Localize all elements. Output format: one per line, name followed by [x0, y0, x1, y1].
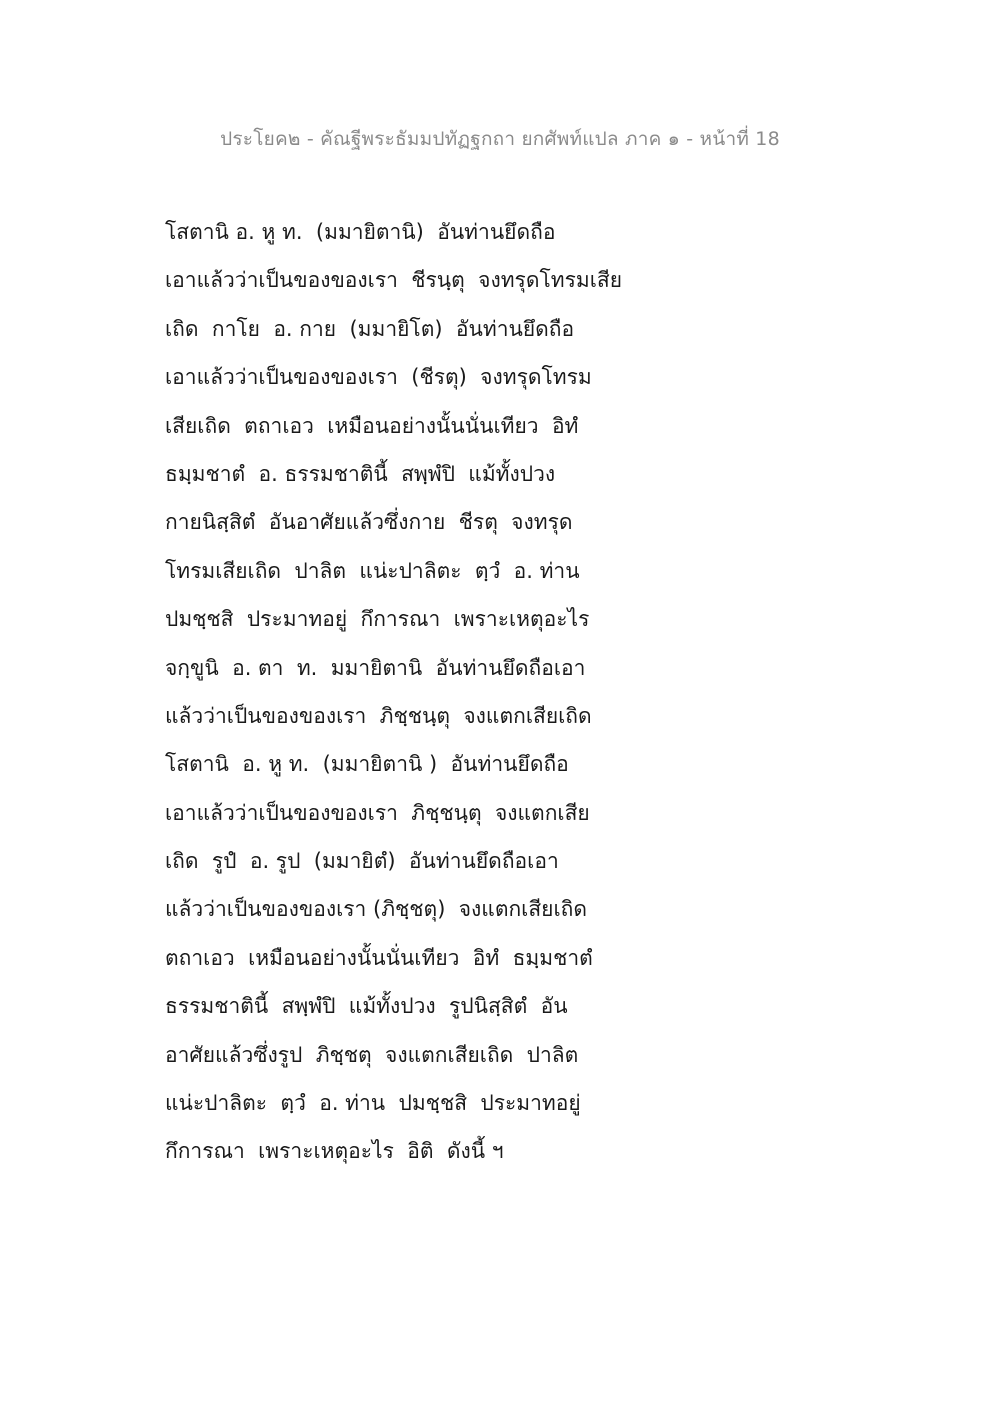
- text-line: โสตานิ อ. หู ท. (มมายิตานิ ) อันท่านยึดถือ: [165, 752, 569, 777]
- text-line: แล้วว่าเป็นของของเรา ภิชฺชนฺตุ จงแตกเสียเถิด: [165, 703, 592, 728]
- body-text: [165, 212, 805, 1180]
- text-line: ปมชฺชสิ ประมาทอยู่ กึการณา เพราะเหตุอะไร: [165, 607, 590, 632]
- text-line: เสียเถิด ตถาเอว เหมือนอย่างนั้นนั่นเทียว อิทํ: [165, 413, 579, 438]
- text-line: อาศัยแล้วซึ่งรูป ภิชฺชตุ จงแตกเสียเถิด ปาลิต: [165, 1042, 579, 1067]
- text-line: กึการณา เพราะเหตุอะไร อิติ ดังนี้ ฯ: [165, 1139, 504, 1164]
- text-line: ธรรมชาตินี้ สพฺพํปิ แม้ทั้งปวง รูปนิสฺสิตํ อัน: [165, 994, 568, 1019]
- running-header: ประโยค๒ - คัณฐีพระธัมมปทัฏฐกถา ยกศัพท์แปล ภาค ๑ - หน้าที่ 18: [220, 128, 780, 150]
- text-line: ธมฺมชาตํ อ. ธรรมชาตินี้ สพฺพํปิ แม้ทั้งปวง: [165, 461, 556, 486]
- text-line: เอาแล้วว่าเป็นของของเรา (ชีรตุ) จงทรุดโทรม: [165, 365, 592, 390]
- text-line: เอาแล้วว่าเป็นของของเรา ชีรนฺตุ จงทรุดโทรมเสีย: [165, 268, 623, 293]
- text-line: จกฺขูนิ อ. ตา ท. มมายิตานิ อันท่านยึดถือเอา: [165, 655, 586, 680]
- text-line: ตถาเอว เหมือนอย่างนั้นนั่นเทียว อิทํ ธมฺมชาตํ: [165, 945, 593, 970]
- text-line: แล้วว่าเป็นของของเรา (ภิชฺชตุ) จงแตกเสียเถิด: [165, 897, 588, 922]
- text-line: โทรมเสียเถิด ปาลิต แน่ะปาลิตะ ตฺวํ อ. ท่าน: [165, 558, 580, 583]
- text-line: เถิด รูปํ อ. รูป (มมายิตํ) อันท่านยึดถือเอา: [165, 849, 559, 874]
- text-line: โสตานิ อ. หู ท. (มมายิตานิ) อันท่านยึดถือ: [165, 220, 556, 244]
- text-line: เอาแล้วว่าเป็นของของเรา ภิชฺชนฺตุ จงแตกเสีย: [165, 800, 590, 825]
- text-line: เถิด กาโย อ. กาย (มมายิโต) อันท่านยึดถือ: [165, 316, 575, 341]
- text-line: แน่ะปาลิตะ ตฺวํ อ. ท่าน ปมชฺชสิ ประมาทอยู่: [165, 1091, 581, 1116]
- text-line: กายนิสฺสิตํ อันอาศัยแล้วซึ่งกาย ชีรตุ จงทรุด: [165, 510, 573, 535]
